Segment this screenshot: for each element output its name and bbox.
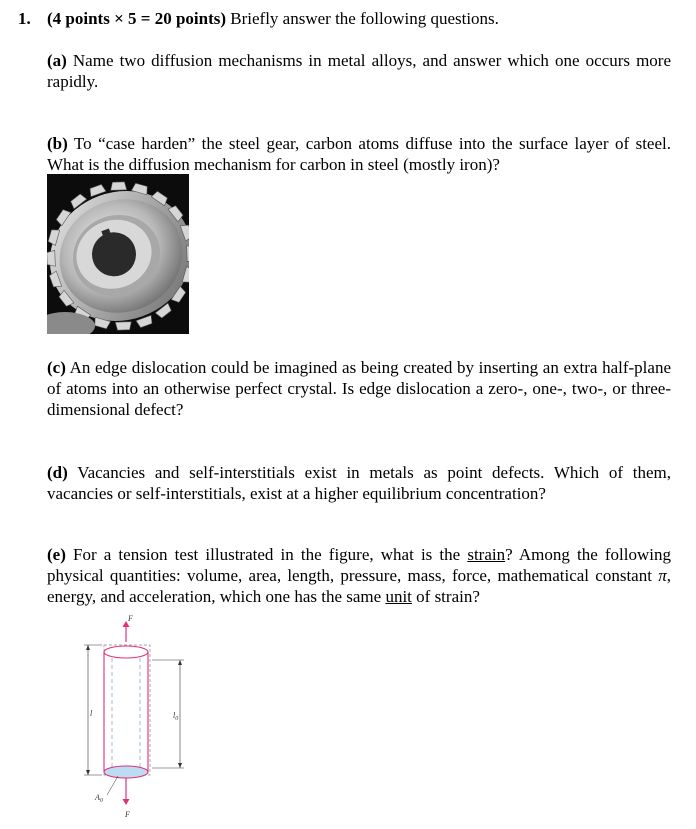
original-length-label <box>173 711 178 722</box>
length-arrowhead-bottom <box>86 770 90 775</box>
question-header <box>47 8 677 29</box>
question-number: 1. <box>18 9 31 28</box>
area-label <box>94 793 103 804</box>
part-a-label: (a) <box>47 51 67 70</box>
part-d-text: Vacancies and self-interstitials exist in metals as point defects. Which of them, vacancies or self-interstitials, exist at a higher equilibrium concentration? <box>47 463 671 503</box>
part-e-text-1: For a tension test illustrated in the figure, what is the <box>65 545 468 564</box>
length-label: l <box>90 709 93 718</box>
part-e-label: (e) <box>47 545 66 564</box>
part-a-text: Name two diffusion mechanisms in metal alloys, and answer which one occurs more rapidly. <box>47 51 671 91</box>
cylinder-top <box>104 646 148 658</box>
strain-word: strain <box>467 545 506 564</box>
part-e-text-2: ? Among the following physical quantities: volume, area, length, pressure, mass, force, mathematical constant <box>47 545 671 585</box>
part-e-text-4: of strain? <box>411 587 480 606</box>
part-a <box>47 50 671 92</box>
original-length-arrowhead-top <box>178 660 182 665</box>
part-b-text: To “case harden” the steel gear, carbon atoms diffuse into the surface layer of steel. What is the diffusion mechanism for carbon in steel (mostly iron)? <box>47 134 671 174</box>
part-c <box>47 357 671 420</box>
original-length-subscript: 0 <box>175 716 179 722</box>
force-top-label: F <box>128 614 133 623</box>
tension-test-figure <box>78 612 198 824</box>
force-arrowhead-bottom <box>123 799 130 805</box>
force-bottom-label: F <box>125 810 130 819</box>
question-instruction: Briefly answer the following questions. <box>226 9 499 28</box>
original-length-symbol: l <box>173 711 176 720</box>
part-e <box>47 544 671 607</box>
deformed-outline <box>104 645 150 775</box>
part-c-label: (c) <box>47 358 66 377</box>
unit-word: unit <box>385 587 412 606</box>
part-d <box>47 462 671 504</box>
original-length-arrowhead-bottom <box>178 763 182 768</box>
part-d-label: (d) <box>47 463 68 482</box>
pi-symbol: π <box>658 566 667 585</box>
area-leader-line <box>107 776 118 795</box>
steel-gear-image <box>47 174 189 334</box>
area-subscript: 0 <box>99 798 103 804</box>
question-points: (4 points × 5 = 20 points) <box>47 9 227 28</box>
cylinder-bottom-area <box>104 766 148 778</box>
part-b-label: (b) <box>47 134 68 153</box>
area-symbol: A <box>95 793 100 802</box>
part-b <box>47 133 671 175</box>
length-arrowhead-top <box>86 645 90 650</box>
part-e-text-3: , energy, and acceleration, which one has the same <box>47 566 671 606</box>
part-c-text: An edge dislocation could be imagined as being created by inserting an extra half-plane of atoms into an otherwise perfect crystal. Is edge dislocation a zero-, one-, two-, or three-dimensional defect? <box>47 358 671 419</box>
gear-illustration <box>47 174 189 334</box>
tension-specimen-diagram <box>78 612 198 824</box>
